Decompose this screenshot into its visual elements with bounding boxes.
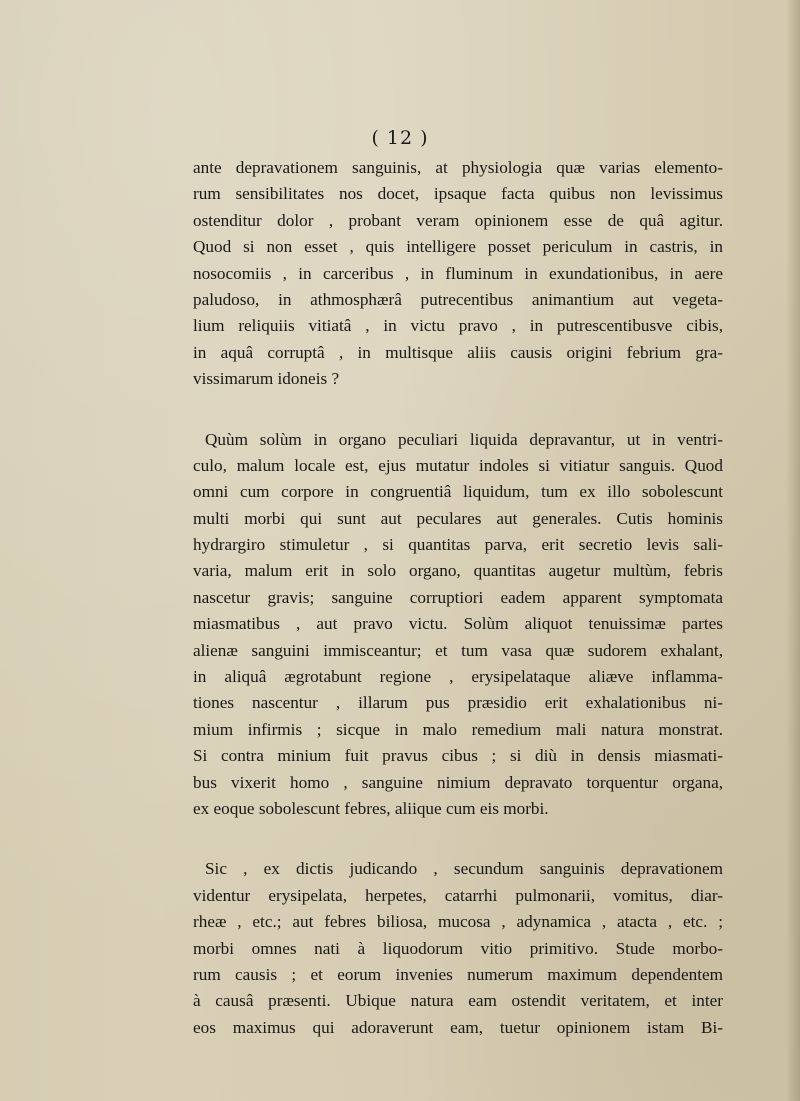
text-line: rum causis ; et eorum invenies numerum maximum dependentem (193, 964, 723, 984)
text-line: ex eoque sobolescunt febres, aliique cum eis morbi. (193, 798, 549, 818)
text-line: Quùm solùm in organo peculiari liquida depravantur, ut in ventri- (205, 429, 723, 449)
text-line: miasmatibus , aut pravo victu. Solùm aliquot tenuissimæ partes (193, 614, 723, 634)
page-number: ( 12 ) (371, 127, 429, 149)
text-line: ante depravationem sanguinis, at physiologia quæ varias elemento- (193, 158, 723, 177)
text-line: alienæ sanguini immisceantur; et tum vasa quæ sudorem exhalant, (193, 640, 723, 660)
text-line: omni cum corpore in congruentiâ liquidum, tum ex illo sobolescunt (193, 482, 723, 502)
paragraph-1 (193, 155, 723, 393)
page-edge-shadow (786, 0, 800, 1101)
paragraph-3 (193, 856, 723, 1041)
text-line: hydrargiro stimuletur , si quantitas parva, erit secretio levis sali- (193, 535, 723, 555)
text-line: videntur erysipelata, herpetes, catarrhi pulmonarii, vomitus, diar- (193, 885, 723, 905)
text-line: rheæ , etc.; aut febres biliosa, mucosa , adynamica , atacta , etc. ; (193, 912, 723, 932)
text-line: tiones nascentur , illarum pus præsidio erit exhalationibus ni- (193, 693, 723, 713)
text-line: vissimarum idoneis ? (193, 369, 340, 389)
text-line: Si contra minium fuit pravus cibus ; si diù in densis miasmati- (193, 746, 723, 766)
text-line: eos maximus qui adoraverunt eam, tuetur opinionem istam Bi- (193, 1017, 723, 1037)
text-line: morbi omnes nati à liquodorum vitio primitivo. Stude morbo- (193, 938, 723, 958)
body-text (193, 155, 723, 1041)
text-line: lium reliquiis vitiatâ , in victu pravo , in putrescentibusve cibis, (193, 316, 723, 336)
text-line: paludoso, in athmosphærâ putrecentibus animantium aut vegeta- (193, 289, 723, 309)
text-line: Sic , ex dictis judicando , secundum sanguinis depravationem (205, 859, 723, 879)
text-line: à causâ præsenti. Ubique natura eam ostendit veritatem, et inter (193, 991, 723, 1011)
text-line: nascetur gravis; sanguine corruptiori eadem apparent symptomata (193, 587, 723, 607)
paragraph-spacer (193, 822, 723, 856)
text-line: nosocomiis , in carceribus , in fluminum in exundationibus, in aere (193, 263, 723, 283)
text-line: bus vixerit homo , sanguine nimium depravato torquentur organa, (193, 772, 723, 792)
text-line: varia, malum erit in solo organo, quantitas augetur multùm, febris (193, 561, 723, 581)
text-line: culo, malum locale est, ejus mutatur indoles si vitiatur sanguis. Quod (193, 455, 723, 475)
paragraph-spacer (193, 393, 723, 427)
paragraph-2 (193, 427, 723, 823)
text-line: multi morbi qui sunt aut peculares aut generales. Cutis hominis (193, 508, 723, 528)
text-line: rum sensibilitates nos docet, ipsaque facta quibus non levissimus (193, 184, 723, 204)
text-line: mium infirmis ; sicque in malo remedium mali natura monstrat. (193, 719, 723, 739)
text-line: Quod si non esset , quis intelligere posset periculum in castris, in (193, 237, 723, 257)
text-line: ostenditur dolor , probant veram opinionem esse de quâ agitur. (193, 210, 723, 230)
text-line: in aliquâ ægrotabunt regione , erysipelataque aliæve inflamma- (193, 667, 723, 687)
text-line: in aquâ corruptâ , in multisque aliis causis origini febrium gra- (193, 342, 723, 362)
